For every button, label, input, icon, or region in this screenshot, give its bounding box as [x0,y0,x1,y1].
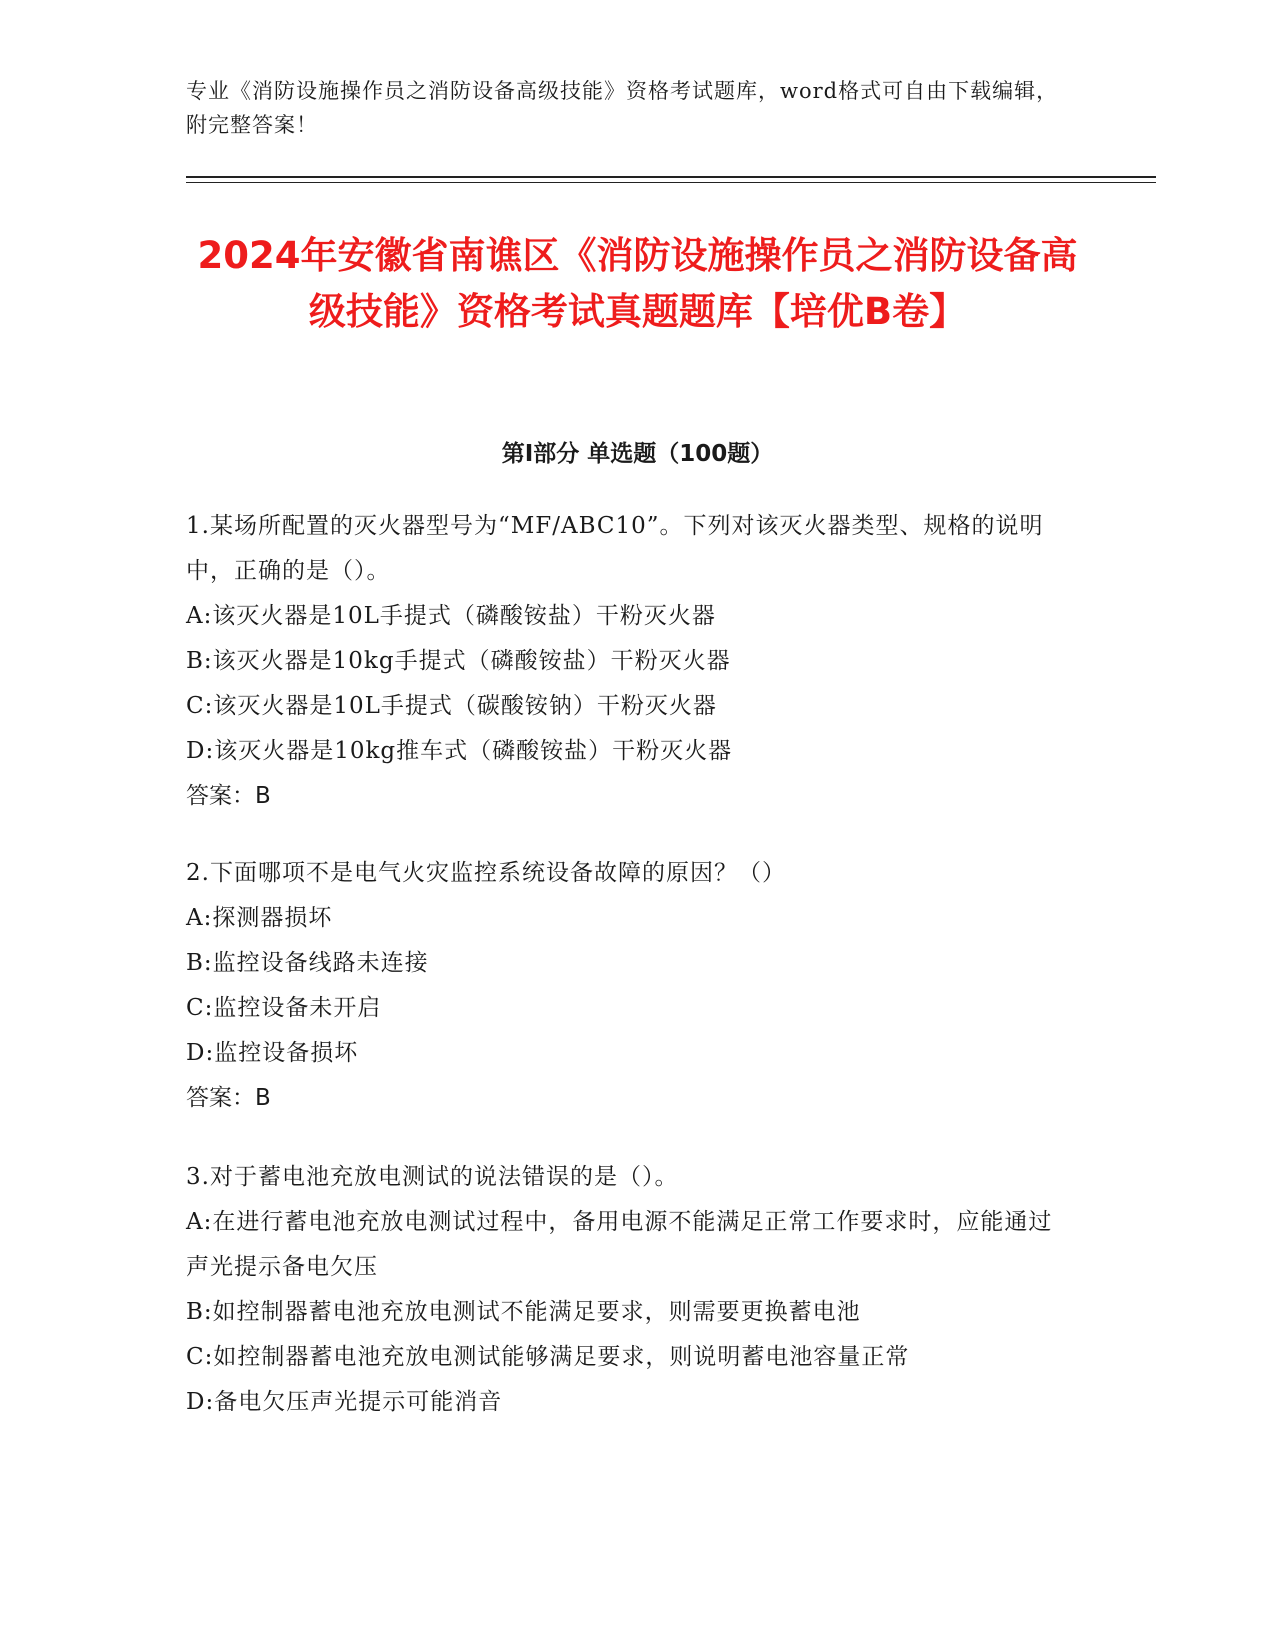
option-d: D:该灭火器是10kg推车式（磷酸铵盐）干粉灭火器 [186,738,733,764]
option-b: B:监控设备线路未连接 [186,950,429,976]
answer: 答案：B [186,1085,271,1111]
section-heading: 第I部分 单选题（100题） [501,441,774,467]
option-c: C:如控制器蓄电池充放电测试能够满足要求，则说明蓄电池容量正常 [186,1344,910,1370]
header-rule [186,176,1156,178]
option-c: C:该灭火器是10L手提式（碳酸铵钠）干粉灭火器 [186,693,717,719]
question-2 [186,851,1066,1121]
option-a: A:探测器损坏 [186,905,333,931]
option-d: D:监控设备损坏 [186,1040,359,1066]
document-title: 2024年安徽省南谯区《消防设施操作员之消防设备高级技能》资格考试真题题库【培优B卷】 [197,234,1078,333]
question-1 [186,504,1066,819]
header-rule-thin [186,182,1156,183]
option-c: C:监控设备未开启 [186,995,382,1021]
option-a: A:在进行蓄电池充放电测试过程中，备用电源不能满足正常工作要求时，应能通过声光提示备电欠压 [186,1209,1053,1280]
option-b: B:如控制器蓄电池充放电测试不能满足要求，则需要更换蓄电池 [186,1299,861,1325]
answer: 答案：B [186,783,271,809]
option-a: A:该灭火器是10L手提式（磷酸铵盐）干粉灭火器 [186,603,716,629]
question-stem: 1.某场所配置的灭火器型号为“MF/ABC10”。下列对该灭火器类型、规格的说明中，正确的是（）。 [186,513,1044,584]
question-stem: 2.下面哪项不是电气火灾监控系统设备故障的原因？（） [186,860,786,886]
option-d: D:备电欠压声光提示可能消音 [186,1389,503,1415]
option-b: B:该灭火器是10kg手提式（磷酸铵盐）干粉灭火器 [186,648,731,674]
question-stem: 3.对于蓄电池充放电测试的说法错误的是（）。 [186,1164,679,1190]
header-note: 专业《消防设施操作员之消防设备高级技能》资格考试题库，word格式可自由下载编辑，附完整答案！ [186,79,1059,137]
question-3 [186,1155,1066,1425]
